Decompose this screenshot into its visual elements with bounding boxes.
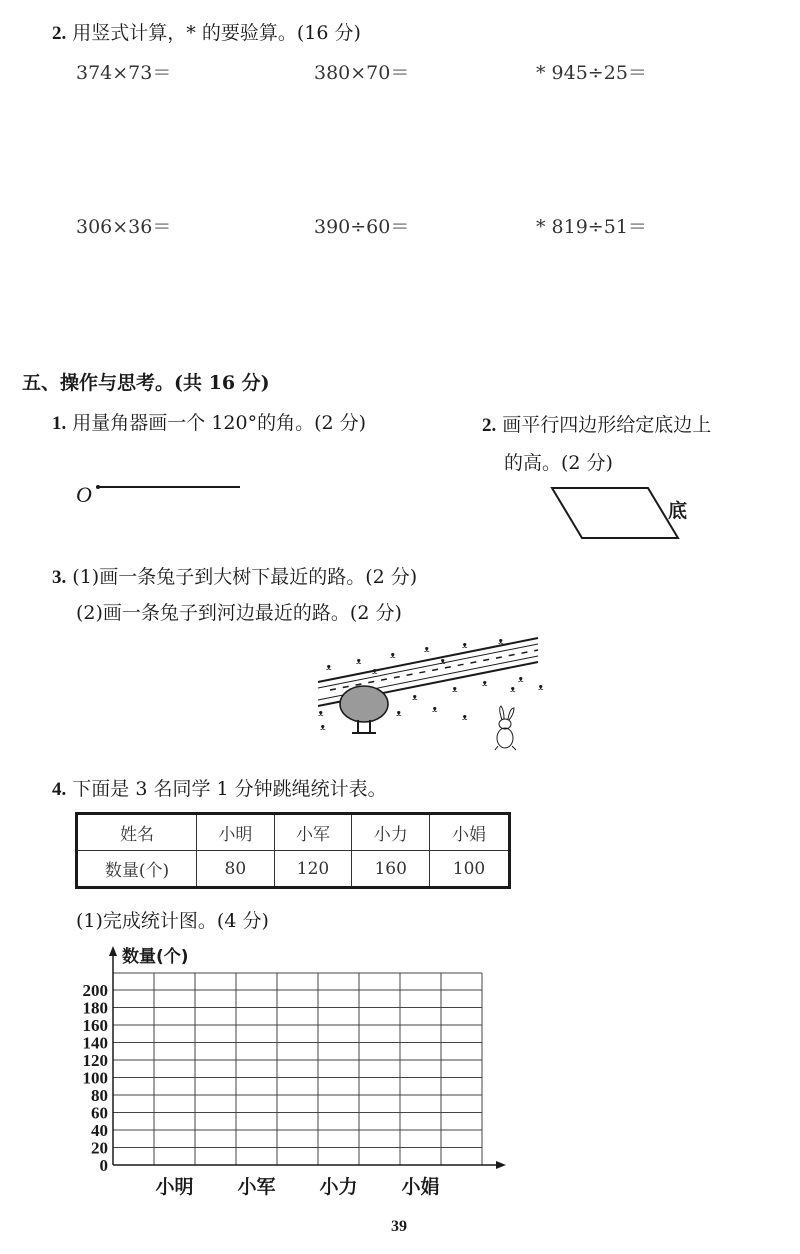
q2-text: 用竖式计算，* 的要验算。(16 分) <box>72 22 361 44</box>
svg-text:ᴥ: ᴥ <box>452 685 458 695</box>
y-tick-label: 20 <box>91 1138 108 1158</box>
svg-text:ᴥ: ᴥ <box>372 667 378 677</box>
svg-text:ᴥ: ᴥ <box>356 657 362 667</box>
tree-icon <box>340 686 388 733</box>
q5-2-text-line2: 的高。(2 分) <box>504 452 613 474</box>
q5-4-title <box>52 774 387 801</box>
q5-2-number: 2. <box>482 415 497 436</box>
expr-4: 306×36＝ <box>76 216 172 238</box>
svg-text:ᴥ: ᴥ <box>462 713 468 723</box>
expr-5: 390÷60＝ <box>314 216 410 238</box>
table-cell: 姓名 <box>77 814 197 851</box>
q2-number: 2. <box>52 23 67 44</box>
q5-2-text-line1: 画平行四边形给定底边上 <box>502 414 712 436</box>
y-axis-arrow <box>109 946 117 956</box>
svg-text:ᴥ: ᴥ <box>326 663 332 673</box>
svg-text:ᴥ: ᴥ <box>390 651 396 661</box>
y-tick-label: 80 <box>91 1086 108 1105</box>
y-tick-label: 0 <box>99 1156 108 1175</box>
x-category-label: 小娟 <box>401 1176 440 1198</box>
x-category-label: 小明 <box>155 1176 194 1198</box>
q5-3-text-1: (1)画一条兔子到大树下最近的路。(2 分) <box>72 566 418 588</box>
q5-2-title-line1 <box>482 410 711 437</box>
q5-4-text: 下面是 3 名同学 1 分钟跳绳统计表。 <box>72 778 387 800</box>
chart-y-axis-label: 数量(个) <box>122 947 189 967</box>
svg-text:ᴥ: ᴥ <box>424 645 430 655</box>
parallelogram-shape <box>552 488 678 538</box>
y-tick-label: 60 <box>91 1103 108 1123</box>
river-scene <box>312 630 552 770</box>
table-header-row <box>77 814 510 851</box>
chart-axes <box>109 946 506 1169</box>
table-cell: 小力 <box>352 814 430 851</box>
q5-4-part1: (1)完成统计图。(4 分) <box>76 910 269 932</box>
svg-text:ᴥ: ᴥ <box>432 705 438 715</box>
svg-text:ᴥ: ᴥ <box>440 657 446 667</box>
q5-3-part2: (2)画一条兔子到河边最近的路。(2 分) <box>76 602 402 624</box>
x-axis-arrow <box>496 1161 506 1169</box>
expr-2: 380×70＝ <box>314 62 410 84</box>
table-cell: 小明 <box>197 814 275 851</box>
expr-6: * 819÷51＝ <box>536 216 647 238</box>
rabbit-icon <box>495 706 516 750</box>
svg-text:ᴥ: ᴥ <box>318 709 324 719</box>
angle-vertex-label: O <box>76 482 92 507</box>
table-cell: 120 <box>274 851 352 888</box>
section5-title: 五、操作与思考。(共 16 分) <box>22 372 270 394</box>
y-tick-label: 120 <box>82 1051 108 1070</box>
q2-title <box>52 18 361 45</box>
jump-rope-table <box>75 812 511 889</box>
q5-3-part1 <box>52 562 417 589</box>
svg-text:ᴥ: ᴥ <box>482 679 488 689</box>
svg-text:ᴥ: ᴥ <box>412 693 418 703</box>
y-tick-label: 180 <box>82 998 108 1018</box>
svg-text:ᴥ: ᴥ <box>396 709 402 719</box>
q5-4-number: 4. <box>52 779 67 800</box>
x-category-label: 小军 <box>237 1176 276 1198</box>
expr-1: 374×73＝ <box>76 62 172 84</box>
page-number: 39 <box>391 1218 407 1235</box>
table-cell: 小军 <box>274 814 352 851</box>
y-tick-label: 160 <box>82 1016 108 1035</box>
table-cell: 数量(个) <box>77 851 197 888</box>
chart-x-category-labels <box>155 1175 439 1198</box>
svg-text:ᴥ: ᴥ <box>320 723 326 733</box>
svg-text:ᴥ: ᴥ <box>498 637 504 647</box>
table-data-row <box>77 851 510 888</box>
chart-grid <box>113 973 482 1165</box>
q5-3-number: 3. <box>52 567 67 588</box>
expr-3: * 945÷25＝ <box>536 62 647 84</box>
table-cell: 160 <box>352 851 430 888</box>
svg-text:ᴥ: ᴥ <box>462 641 468 651</box>
table-cell: 100 <box>430 851 510 888</box>
svg-text:ᴥ: ᴥ <box>510 685 516 695</box>
x-category-label: 小力 <box>319 1176 358 1198</box>
q5-1-number: 1. <box>52 413 67 434</box>
bar-chart <box>60 938 520 1208</box>
q5-1-text: 用量角器画一个 120°的角。(2 分) <box>72 412 367 434</box>
base-label: 底 <box>668 500 688 522</box>
y-tick-label: 100 <box>82 1068 108 1088</box>
chart-y-tick-labels <box>83 981 109 1175</box>
q5-1-title <box>52 408 366 435</box>
svg-text:ᴥ: ᴥ <box>538 683 544 693</box>
table-cell: 小娟 <box>430 814 510 851</box>
y-tick-label: 40 <box>91 1121 108 1140</box>
y-tick-label: 200 <box>82 981 108 1000</box>
y-tick-label: 140 <box>82 1033 108 1053</box>
table-cell: 80 <box>197 851 275 888</box>
angle-ray <box>90 478 250 498</box>
svg-text:ᴥ: ᴥ <box>518 675 524 685</box>
